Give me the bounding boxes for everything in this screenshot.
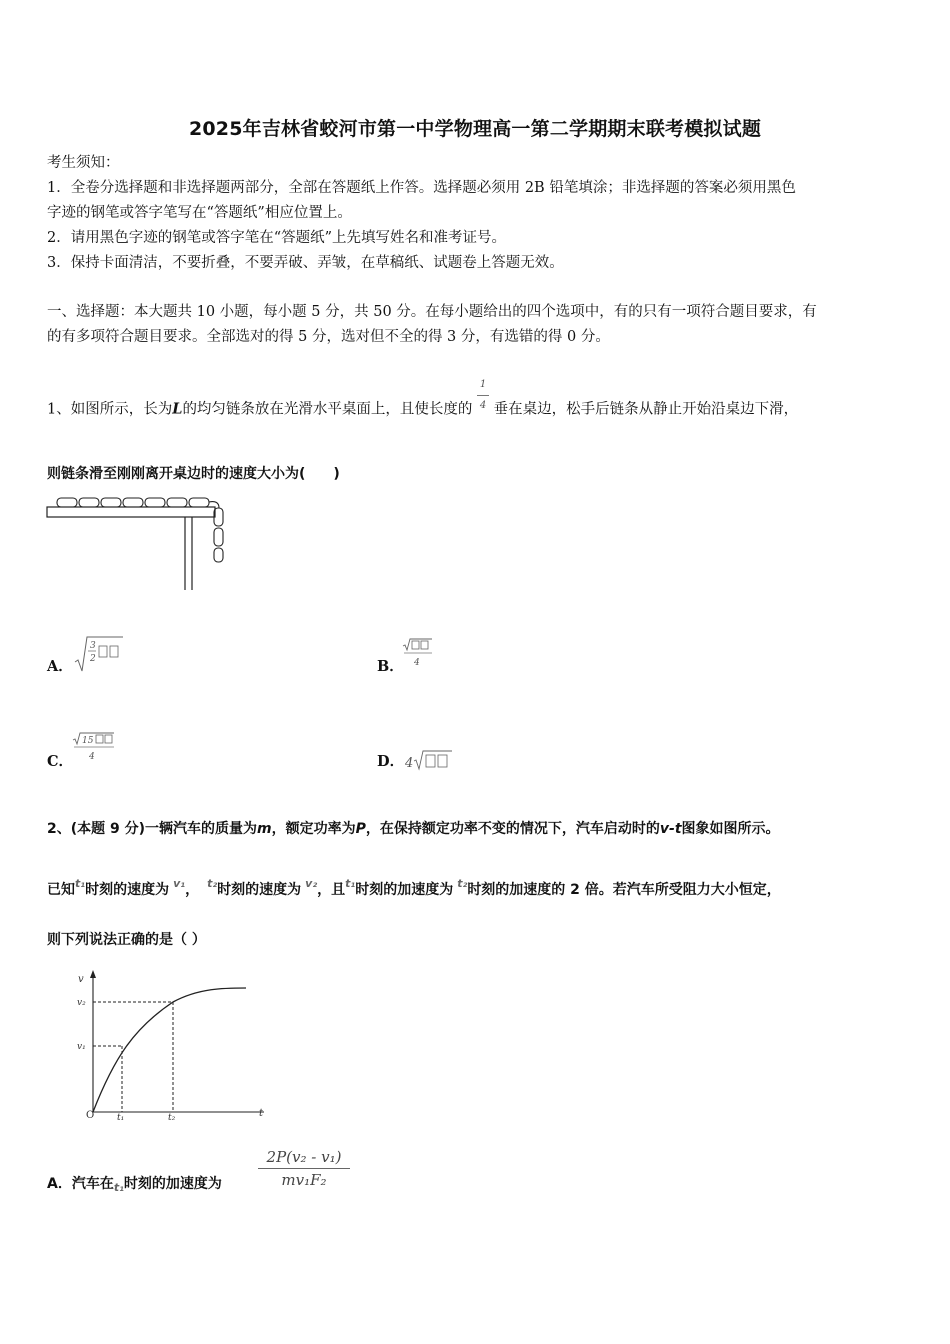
section-intro-line-2: 的有多项符合题目要求。全部选对的得 5 分，选对但不全的得 3 分，有选错的得 0 分。 [47,329,610,345]
q1-option-a-label: A． [47,658,73,675]
notice-item-1a: 1．全卷分选择题和非选择题两部分，全部在答题纸上作答。选择题必须用 2B 铅笔填涂；非选择题的答案必须用黑色 [47,180,796,196]
q1-option-b-den: 4 [414,658,420,667]
chain-links-horizontal [57,498,209,507]
q1-option-c-coef: 15 [82,736,94,746]
q1-option-d-formula [404,748,454,772]
table-top [47,507,215,517]
q2-line-1 [47,819,780,839]
notice-item-2: 2．请用黑色字迹的钢笔或答字笔在“答题纸”上先填写姓名和准考证号。 [47,230,507,246]
q2-l2-f: 时刻的加速度为 [355,882,454,898]
q2-sym-t2-b: t₂ [457,877,468,890]
vt-graph [74,968,274,1122]
q2-sym-v2: v₂ [305,877,318,890]
chain-links-hanging [209,502,223,562]
q2-line-3: 则下列说法正确的是（ ） [47,932,206,948]
q1-line-2: 则链条滑至刚刚离开桌边时的速度大小为( ) [47,466,340,482]
q1-line-1 [47,379,799,430]
chain-table-figure [45,494,230,592]
t-axis-label: t [259,1108,264,1119]
q2-option-a-denominator: mv₁F₂ [281,1171,327,1189]
q2-var-m: m [257,821,272,837]
q1-fraction-num: 1 [477,375,489,396]
q1-fraction-den: 4 [479,400,487,411]
t2-label: t₂ [168,1113,176,1122]
q2-text-part4: 图象如图所示。 [681,821,780,837]
q1-text-part1: 1、如图所示，长为 [47,401,173,418]
q1-option-c-den: 4 [89,752,95,761]
q2-l2-g: 时刻的加速度的 2 倍。若汽车所受阻力大小恒定， [467,882,781,898]
q2-l2-a: 已知 [47,882,75,898]
q2-l2-b: 时刻的速度为 [85,882,170,898]
q2-option-a [47,1174,222,1195]
notice-item-1b: 字迹的钢笔或答字笔写在“答题纸”相应位置上。 [47,205,352,221]
q1-option-b-formula [402,637,434,667]
v-axis-label: v [78,974,84,985]
q2-sym-t1-a: t₁ [75,877,86,890]
q1-option-d-label: D． [377,753,405,770]
q1-fraction [477,375,489,416]
origin-label: O [86,1110,95,1121]
q2-option-a-numerator: 2P(v₂ - v₁) [258,1148,350,1169]
section-intro-line-1: 一、选择题：本大题共 10 小题，每小题 5 分，共 50 分。在每小题给出的四个选项中，有的只有一项符合题目要求，有 [47,304,817,320]
q2-sym-t1-b: t₁ [345,877,356,890]
q1-text-part3: 垂在桌边，松手后链条从静止开始沿桌边下滑， [493,401,799,418]
q2-sym-v1: v₁ [173,877,186,890]
q2-text-part2: ，额定功率为 [271,821,356,837]
q2-option-a-label: A． [47,1176,72,1192]
notice-heading: 考生须知： [47,155,120,171]
q2-option-a-text1: 汽车在 [71,1176,114,1192]
q1-option-b-label: B． [377,658,404,675]
q2-var-P: P [355,821,366,837]
v1-label: v₁ [77,1042,86,1052]
vt-curve [93,988,246,1112]
q2-text-part3: ，在保持额定功率不变的情况下，汽车启动时的 [365,821,660,837]
v-axis-arrow [90,970,96,978]
q2-l2-c: ， [185,882,200,898]
q2-line-2 [47,877,781,901]
q2-sym-t2-a: t₂ [207,877,218,890]
q2-l2-d: 时刻的速度为 [217,882,302,898]
t1-label: t₁ [117,1113,125,1122]
q1-option-c-label: C． [47,753,74,770]
q1-option-a-num: 3 [90,641,96,651]
q2-option-a-text2: 时刻的加速度为 [123,1176,222,1192]
q1-option-a-formula [73,634,125,674]
q2-option-a-t1: t₁ [113,1181,124,1194]
page-title: 2025年吉林省蛟河市第一中学物理高一第二学期期末联考模拟试题 [188,118,762,140]
q1-var-L: L [172,400,183,418]
notice-item-3: 3．保持卡面清洁，不要折叠，不要弄破、弄皱，在草稿纸、试题卷上答题无效。 [47,255,564,271]
q2-var-vt: v-t [659,821,682,837]
q2-l2-e: ，且 [317,882,346,898]
q2-text-part1: 2、(本题 9 分)一辆汽车的质量为 [47,821,258,837]
v2-label: v₂ [77,998,86,1008]
q1-option-a-den: 2 [90,654,96,664]
q2-option-a-fraction [258,1148,350,1189]
q1-text-part2: 的均匀链条放在光滑水平桌面上，且使长度的 [182,401,473,418]
q1-option-c-formula [72,731,116,761]
q1-option-d-coef: 4 [405,756,414,771]
